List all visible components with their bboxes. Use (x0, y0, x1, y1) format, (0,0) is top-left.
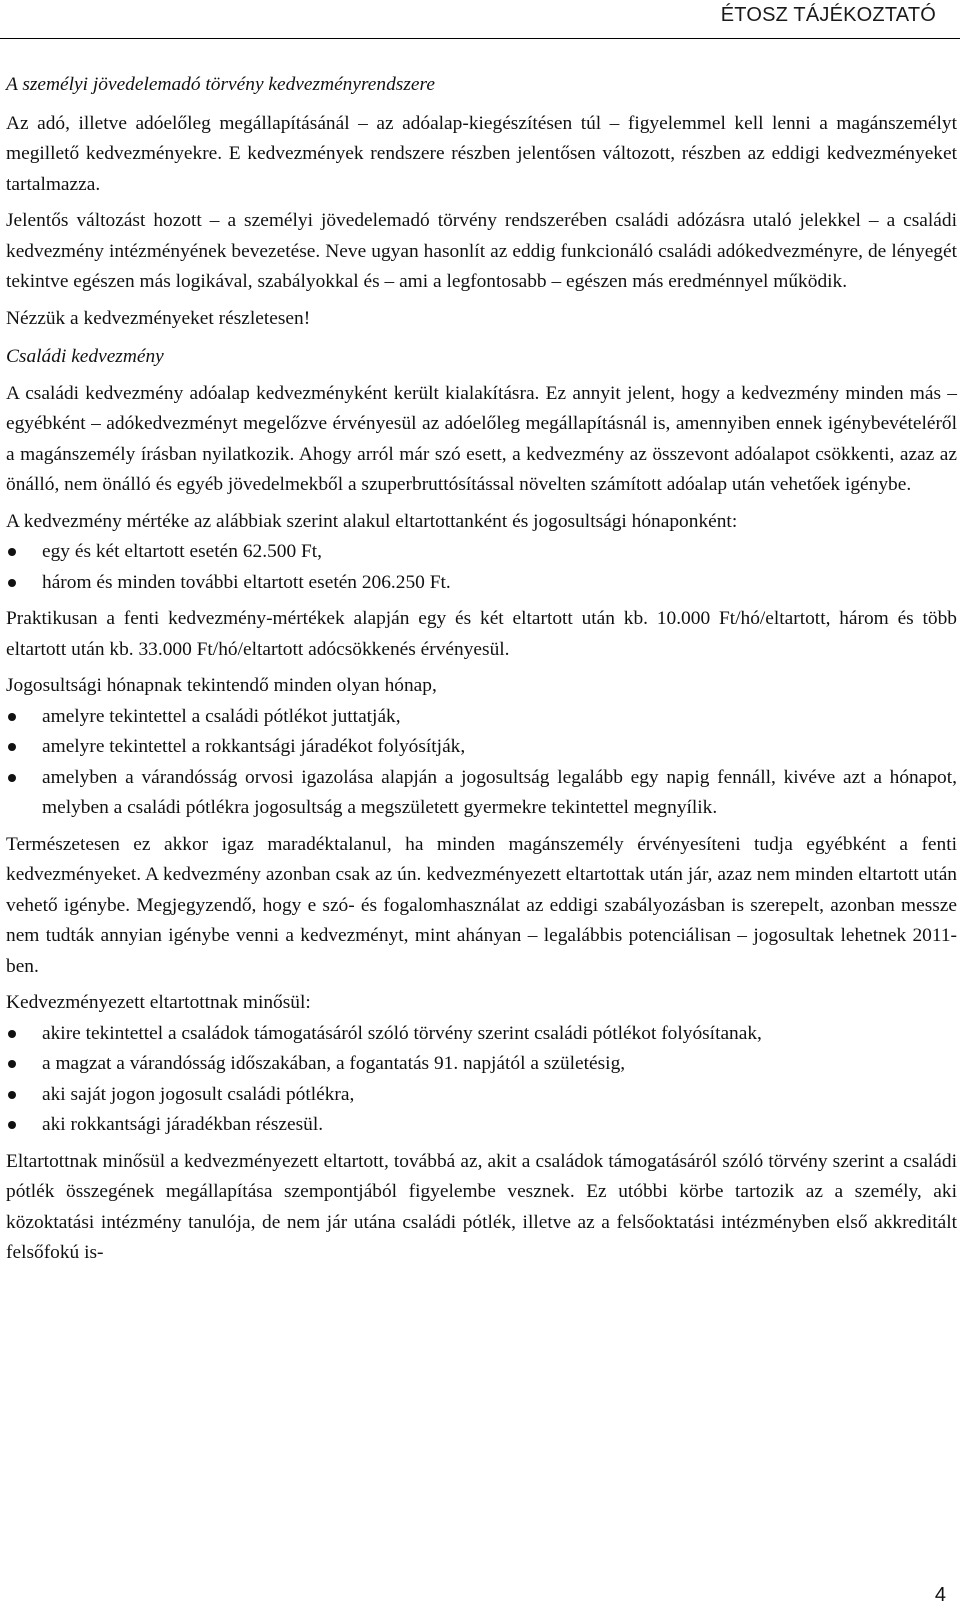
bullet-icon (8, 774, 16, 782)
paragraph: Jogosultsági hónapnak tekintendő minden olyan hónap, (6, 675, 437, 696)
paragraph: A kedvezmény mértéke az alábbiak szerint alakul eltartottanként és jogosultsági hónaponként: (6, 510, 738, 532)
list-item: a magzat a várandósság időszakában, a fogantatás 91. napjától a születésig, (6, 1049, 957, 1080)
list-item: három és minden további eltartott esetén 206.250 Ft. (6, 568, 957, 599)
list-item: amelyre tekintettel a családi pótlékot juttatják, (6, 702, 957, 733)
list-item: akire tekintettel a családok támogatásáról szóló törvény szerint családi pótlékot folyósítanak, (6, 1019, 957, 1050)
list-item: aki rokkantsági járadékban részesül. (6, 1110, 957, 1141)
section-heading-csaladi-kedvezmeny: Családi kedvezmény (6, 346, 164, 367)
paragraph: Praktikusan a fenti kedvezmény-mértékek alapján egy és két eltartott után kb. 10.000 Ft/hó/eltartott, három és több eltartott után kb. 33.000 Ft/hó/eltartott adócsökkenés érvényesül. (6, 608, 957, 660)
paragraph: Természetesen ez akkor igaz maradéktalanul, ha minden magánszemély érvényesíteni tudja egyébként a fenti kedvezményeket. A kedvezmény azonban csak az ún. kedvezményezett eltartottak után jár, azaz nem minden eltartott után vehető igénybe. Megjegyzendő, hogy e szó- és fogalomhasználat az eddigi szabályozásban is szerepelt, azonban messze nem tudták annyian igénybe venni a kedvezményt, mint ahányan – legalábbis potenciálisan – jogosultak lehetnek 2011-ben. (6, 833, 957, 977)
bullet-icon (8, 548, 16, 556)
bullet-icon (8, 1091, 16, 1099)
paragraph: Nézzük a kedvezményeket részletesen! (6, 307, 311, 329)
page-number: 4 (934, 1584, 946, 1606)
list-item: aki saját jogon jogosult családi pótlékra, (6, 1080, 957, 1111)
bullet-icon (8, 1121, 16, 1129)
page-header (0, 0, 960, 39)
bullet-icon (8, 1030, 16, 1038)
bullet-list-amounts (6, 537, 957, 598)
paragraph: A családi kedvezmény adóalap kedvezményként került kialakításra. Ez annyit jelent, hogy a kedvezmény minden más – egyébként – adókedvezményt megelőzve érvényesül az adóelőleg megállapításnál is, amennyiben ennek igénybevételéről a magánszemély írásban nyilatkozik. Ahogy arról már szó esett, a kedvezmény az összevont adóalapot csökkenti, azaz az önálló, nem önálló és egyéb jövedelmekből a szuperbruttósítással növelten számított adóalap után vehetőek igénybe. (6, 382, 957, 495)
paragraph: Eltartottnak minősül a kedvezményezett eltartott, továbbá az, akit a családok támogatásáról szóló törvény szerint a családi pótlék összegének megállapítása szempontjából figyelembe vesznek. Ez utóbbi körbe tartozik az a személy, aki közoktatási intézmény tanulója, de nem jár utána családi pótlék, illetve az a felsőoktatási intézményben első akkreditált felsőfokú is- (6, 1150, 957, 1263)
paragraph: Az adó, illetve adóelőleg megállapításánál – az adóalap-kiegészítésen túl – figyelemmel kell lenni a magánszemélyt megillető kedvezményekre. E kedvezmények rendszere részben jelentősen változott, részben az eddigi kedvezményeket tartalmazza. (6, 112, 957, 195)
list-item: egy és két eltartott esetén 62.500 Ft, (6, 537, 957, 568)
list-item: amelyben a várandósság orvosi igazolása alapján a jogosultság legalább egy napig fennáll, kivéve azt a hónapot, melyben a családi pótlékra jogosultság a megszületett gyermekre tekintettel megnyílik. (6, 763, 957, 824)
bullet-list-dependents (6, 1019, 957, 1141)
bullet-icon (8, 579, 16, 587)
bullet-list-months (6, 702, 957, 824)
bullet-icon (8, 743, 16, 751)
header-title: ÉTOSZ TÁJÉKOZTATÓ (720, 4, 936, 26)
bullet-icon (8, 713, 16, 721)
section-heading-szja: A személyi jövedelemadó törvény kedvezményrendszere (6, 74, 435, 95)
document-body (6, 70, 957, 1275)
paragraph: Kedvezményezett eltartottnak minősül: (6, 992, 311, 1013)
list-item: amelyre tekintettel a rokkantsági járadékot folyósítják, (6, 732, 957, 763)
bullet-icon (8, 1060, 16, 1068)
paragraph: Jelentős változást hozott – a személyi jövedelemadó törvény rendszerében családi adózásra utaló jelekkel – a családi kedvezmény intézményének bevezetése. Neve ugyan hasonlít az eddig funkcionáló családi adókedvezményre, de lényegét tekintve egészen más logikával, szabályokkal és – ami a legfontosabb – egészen más eredménnyel működik. (6, 210, 957, 292)
